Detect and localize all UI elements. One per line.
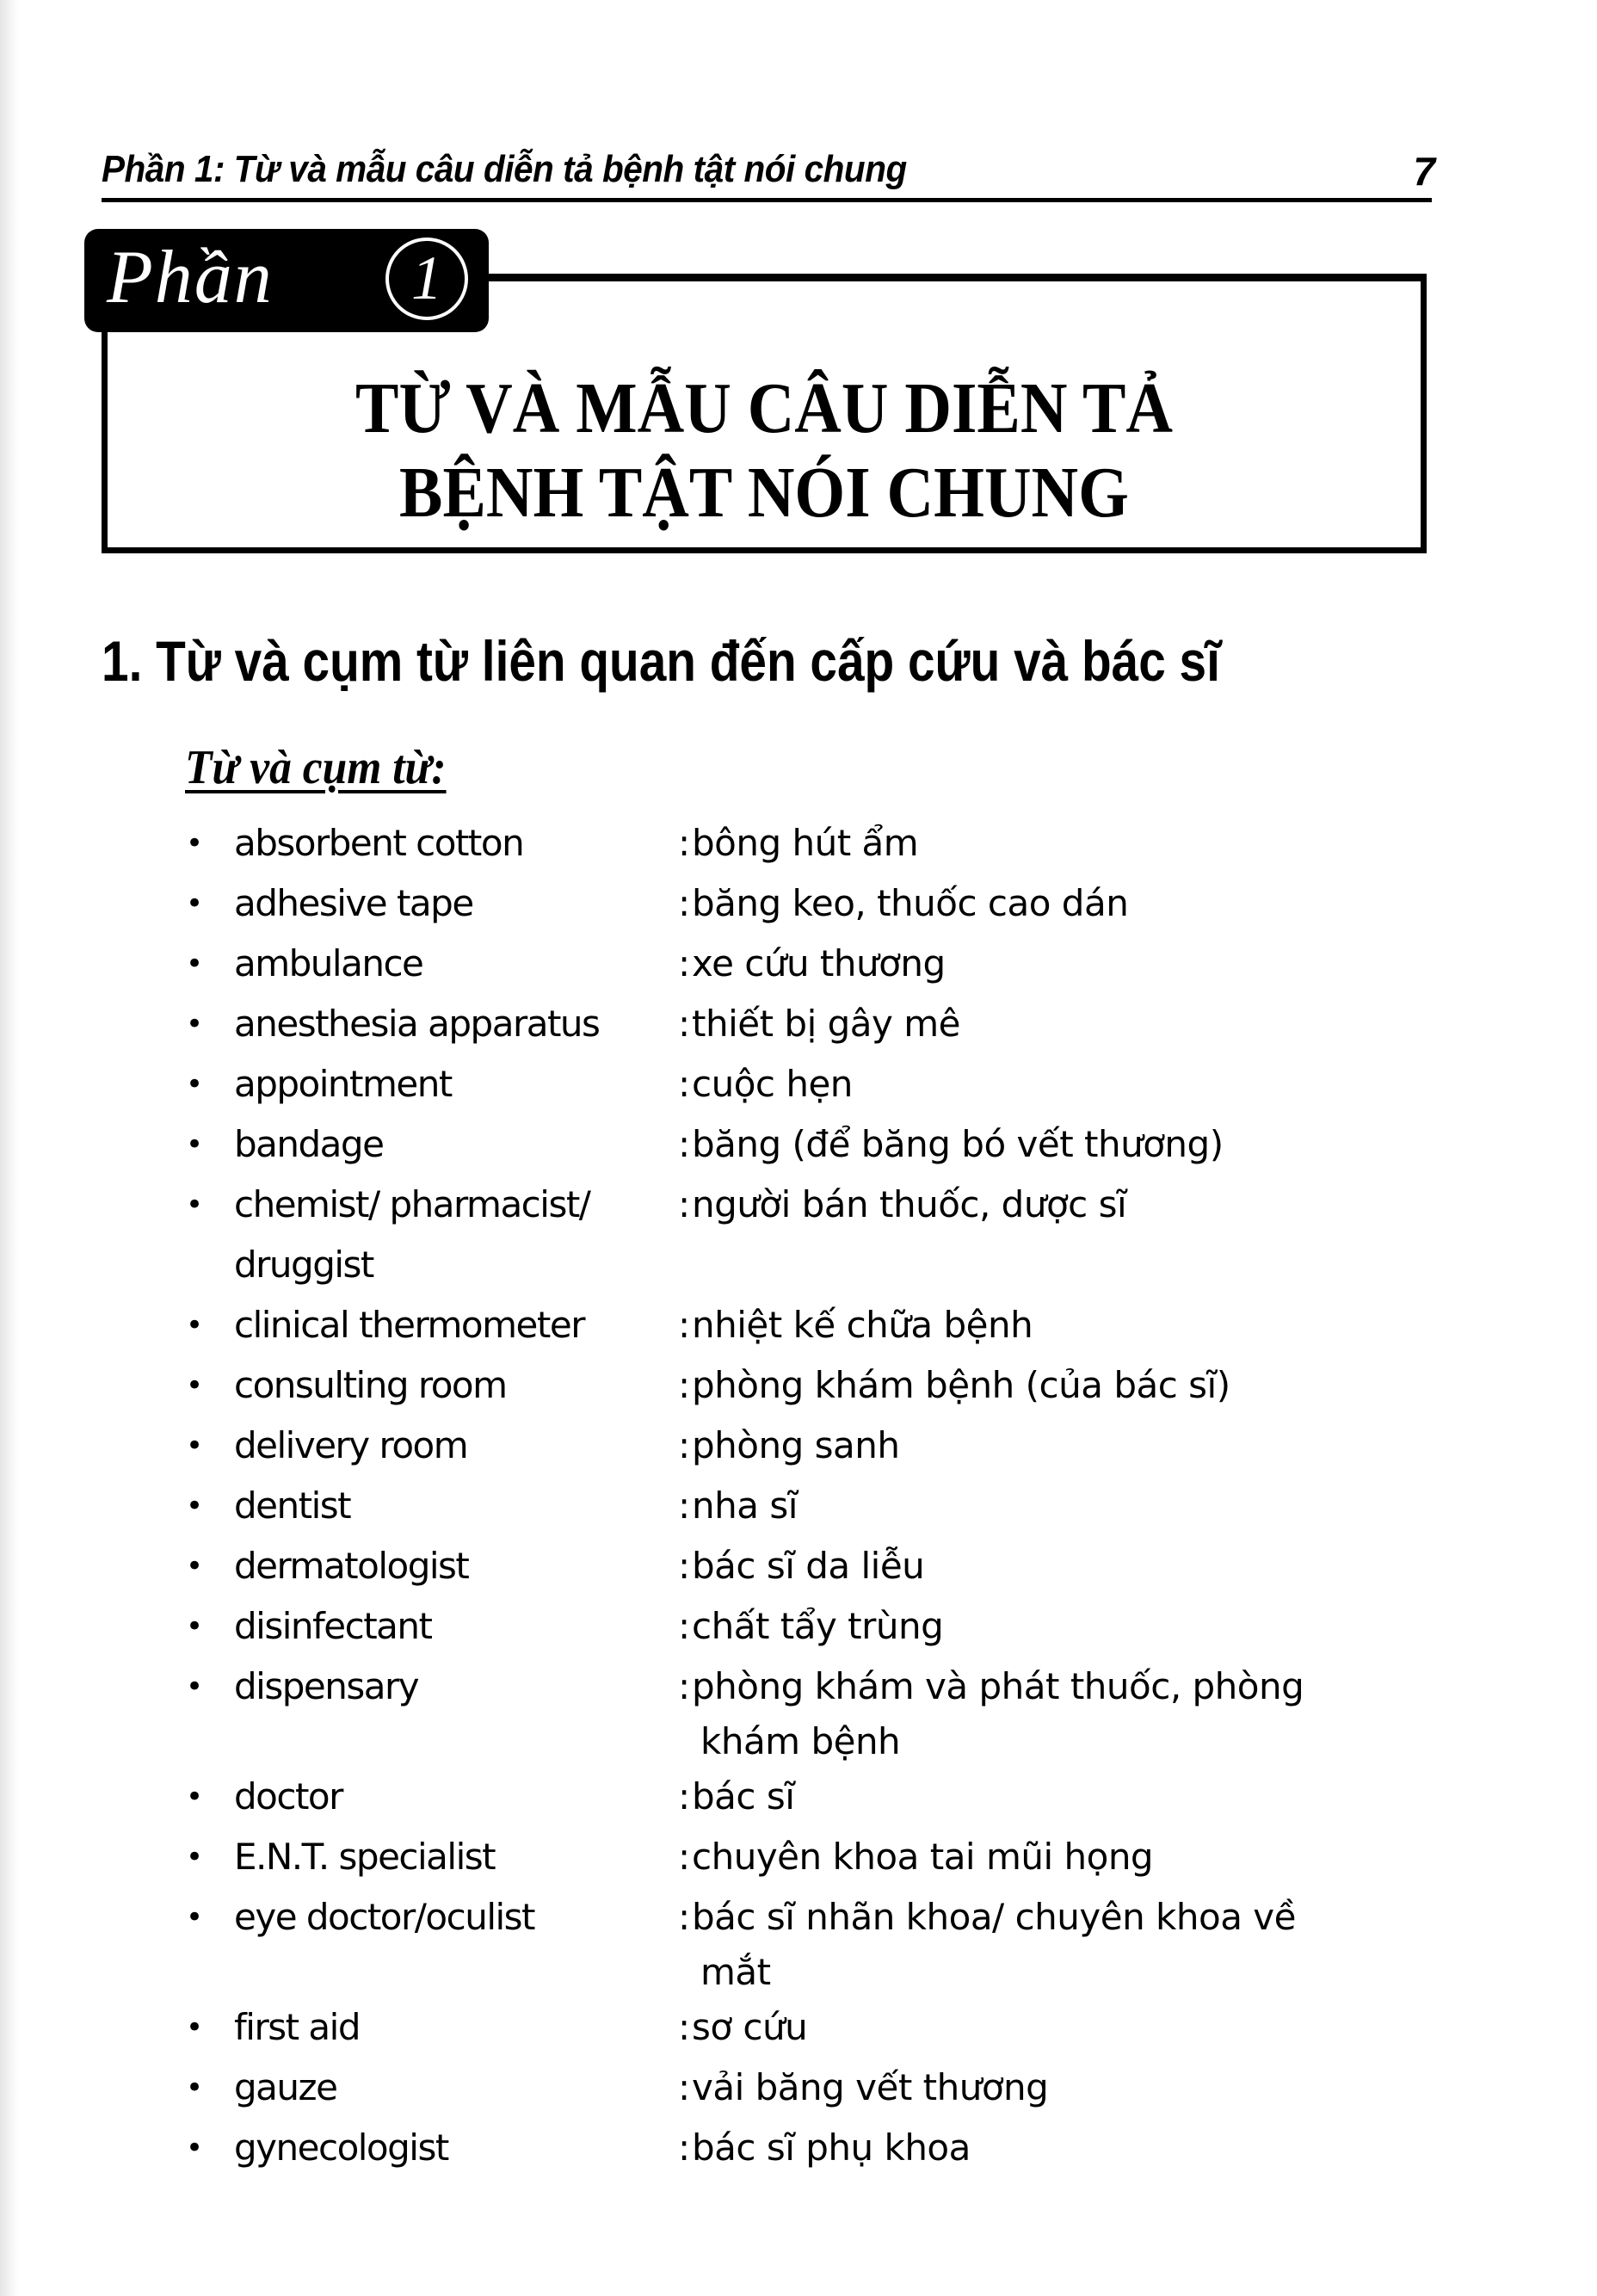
vocab-term-line: bandage	[234, 1123, 384, 1165]
vocab-meaning-text: mắt	[700, 1951, 771, 1993]
vocab-item	[172, 1416, 1463, 1476]
vocab-item	[172, 1657, 1463, 1767]
bullet-icon: •	[186, 1007, 204, 1041]
page-number: 7	[1413, 149, 1435, 194]
vocab-term-line: dentist	[234, 1484, 351, 1527]
colon-separator: :	[678, 1123, 690, 1165]
colon-separator: :	[678, 2066, 690, 2108]
vocab-meaning	[678, 1887, 1463, 1997]
vocab-meaning-line	[678, 1355, 1463, 1416]
vocab-meaning-line	[678, 1175, 1463, 1235]
vocab-item	[172, 1476, 1463, 1536]
vocab-item	[172, 813, 1463, 873]
colon-separator: :	[678, 1836, 690, 1878]
bullet-icon: •	[186, 886, 204, 921]
vocab-meaning	[678, 1596, 1463, 1657]
vocab-meaning-line	[678, 1657, 1463, 1717]
vocab-term	[234, 934, 678, 994]
section-heading: 1. Từ và cụm từ liên quan đến cấp cứu và bác sĩ	[102, 629, 1220, 693]
vocab-meaning-line	[678, 2058, 1463, 2118]
vocab-meaning-line	[678, 1596, 1463, 1657]
vocab-meaning	[678, 1355, 1463, 1416]
vocab-meaning	[678, 873, 1463, 934]
vocab-meaning-text: phòng sanh	[692, 1424, 900, 1466]
colon-separator: :	[678, 1896, 690, 1938]
vocab-term-line: dispensary	[234, 1665, 419, 1707]
colon-separator: :	[678, 2006, 690, 2048]
colon-separator: :	[678, 1665, 690, 1707]
vocab-meaning	[678, 1054, 1463, 1114]
colon-separator: :	[678, 2126, 690, 2169]
vocab-item	[172, 873, 1463, 934]
vocab-term-line: delivery room	[234, 1424, 468, 1466]
bullet-icon: •	[186, 1489, 204, 1523]
colon-separator: :	[678, 1605, 690, 1647]
vocab-meaning	[678, 934, 1463, 994]
vocab-term	[234, 2118, 678, 2178]
bullet-icon: •	[186, 2010, 204, 2045]
vocab-meaning-line	[678, 1054, 1463, 1114]
vocab-meaning	[678, 1827, 1463, 1887]
vocab-meaning-text: người bán thuốc, dược sĩ	[692, 1183, 1127, 1225]
vocab-term-line: appointment	[234, 1063, 452, 1105]
bullet-icon: •	[186, 826, 204, 861]
vocab-meaning-text: bông hút ẩm	[692, 822, 919, 864]
vocab-meaning	[678, 2058, 1463, 2118]
vocab-meaning-line	[678, 994, 1463, 1054]
part-tab	[84, 229, 489, 332]
vocab-term	[234, 1295, 678, 1355]
vocab-term	[234, 1887, 678, 1947]
vocab-meaning-text: nha sĩ	[692, 1484, 798, 1527]
vocab-meaning	[678, 1997, 1463, 2058]
vocab-term-line: absorbent cotton	[234, 822, 524, 864]
vocab-term	[234, 1476, 678, 1536]
vocab-meaning-line	[678, 1476, 1463, 1536]
vocab-item	[172, 2118, 1463, 2178]
vocab-meaning	[678, 1536, 1463, 1596]
bullet-icon: •	[186, 1609, 204, 1644]
vocab-term	[234, 1175, 678, 1295]
bullet-icon: •	[186, 1549, 204, 1583]
header-rule	[102, 198, 1432, 202]
bullet-icon: •	[186, 2071, 204, 2105]
vocab-term	[234, 1536, 678, 1596]
vocab-item	[172, 1827, 1463, 1887]
vocab-term-line: eye doctor/oculist	[234, 1896, 535, 1938]
vocab-term-line: adhesive tape	[234, 882, 473, 924]
vocab-term-line: E.N.T. specialist	[234, 1836, 496, 1878]
bullet-icon: •	[186, 1840, 204, 1874]
bullet-icon: •	[186, 1429, 204, 1463]
part-title	[168, 367, 1360, 535]
vocab-term	[234, 1596, 678, 1657]
colon-separator: :	[678, 1063, 690, 1105]
vocab-meaning-line	[678, 1767, 1463, 1827]
part-title-line-2: BỆNH TẬT NÓI CHUNG	[399, 453, 1129, 533]
colon-separator: :	[678, 1183, 690, 1225]
running-header	[102, 145, 1435, 196]
vocab-term-line: ambulance	[234, 942, 423, 984]
colon-separator: :	[678, 1545, 690, 1587]
vocab-meaning-line	[678, 2118, 1463, 2178]
bullet-icon: •	[186, 1127, 204, 1162]
vocab-item	[172, 1355, 1463, 1416]
vocab-meaning	[678, 1175, 1463, 1235]
vocab-meaning-text: bác sĩ da liễu	[692, 1545, 925, 1587]
vocab-item	[172, 1536, 1463, 1596]
vocab-meaning-text: thiết bị gây mê	[692, 1003, 960, 1045]
vocab-meaning-text: chất tẩy trùng	[692, 1605, 944, 1647]
vocab-term	[234, 813, 678, 873]
vocab-meaning-line	[678, 1416, 1463, 1476]
vocab-item	[172, 1997, 1463, 2058]
bullet-icon: •	[186, 1780, 204, 1814]
bullet-icon: •	[186, 1670, 204, 1704]
vocab-meaning	[678, 994, 1463, 1054]
vocab-meaning-text: nhiệt kế chữa bệnh	[692, 1304, 1033, 1346]
vocab-meaning-line	[678, 934, 1463, 994]
vocab-item	[172, 1767, 1463, 1827]
bullet-icon: •	[186, 947, 204, 981]
vocab-meaning-line	[678, 1114, 1463, 1175]
vocab-term-line: dermatologist	[234, 1545, 469, 1587]
vocab-meaning	[678, 1476, 1463, 1536]
vocab-term	[234, 1657, 678, 1717]
vocabulary-list	[172, 813, 1463, 2178]
bullet-icon: •	[186, 1368, 204, 1403]
vocab-term	[234, 873, 678, 934]
vocab-meaning-text: phòng khám và phát thuốc, phòng	[692, 1665, 1304, 1707]
vocab-item	[172, 1596, 1463, 1657]
vocab-term-line: gauze	[234, 2066, 337, 2108]
vocab-item	[172, 1295, 1463, 1355]
vocab-term	[234, 1416, 678, 1476]
vocab-term	[234, 1054, 678, 1114]
vocab-meaning	[678, 1767, 1463, 1827]
vocab-meaning-text: sơ cứu	[692, 2006, 808, 2048]
vocab-meaning-text: khám bệnh	[700, 1720, 901, 1762]
vocab-term-line: anesthesia apparatus	[234, 1003, 600, 1045]
vocab-term-line: doctor	[234, 1775, 342, 1818]
bullet-icon: •	[186, 2131, 204, 2165]
vocab-meaning-text: xe cứu thương	[692, 942, 946, 984]
bullet-icon: •	[186, 1067, 204, 1102]
part-title-line-1: TỪ VÀ MẪU CÂU DIỄN TẢ	[355, 368, 1173, 448]
vocab-meaning-text: cuộc hẹn	[692, 1063, 853, 1105]
vocab-meaning-text: bác sĩ	[692, 1775, 795, 1818]
vocab-term-line: consulting room	[234, 1364, 507, 1406]
vocab-meaning-line	[678, 1717, 1463, 1767]
vocab-item	[172, 1114, 1463, 1175]
bullet-icon: •	[186, 1188, 204, 1222]
vocab-term	[234, 1767, 678, 1827]
vocab-term-line: disinfectant	[234, 1605, 432, 1647]
vocab-meaning-line	[678, 1947, 1463, 1997]
vocab-meaning-text: băng keo, thuốc cao dán	[692, 882, 1129, 924]
vocab-term	[234, 1997, 678, 2058]
vocab-meaning-line	[678, 1827, 1463, 1887]
vocab-item	[172, 1054, 1463, 1114]
vocab-meaning-line	[678, 1536, 1463, 1596]
colon-separator: :	[678, 822, 690, 864]
vocab-meaning-line	[678, 1887, 1463, 1947]
vocab-meaning	[678, 813, 1463, 873]
bullet-icon: •	[186, 1900, 204, 1935]
colon-separator: :	[678, 942, 690, 984]
colon-separator: :	[678, 1003, 690, 1045]
vocab-term	[234, 994, 678, 1054]
vocab-meaning-text: vải băng vết thương	[692, 2066, 1049, 2108]
running-title: Phần 1: Từ và mẫu câu diễn tả bệnh tật nói chung	[102, 148, 907, 190]
vocab-meaning	[678, 1657, 1463, 1767]
vocab-item	[172, 1175, 1463, 1295]
vocab-term-line: first aid	[234, 2006, 360, 2048]
vocab-term	[234, 1114, 678, 1175]
vocab-term	[234, 1355, 678, 1416]
vocab-term-line: druggist	[234, 1244, 373, 1286]
sub-heading: Từ và cụm từ:	[185, 741, 447, 794]
vocab-meaning	[678, 2118, 1463, 2178]
vocab-term-line: clinical thermometer	[234, 1304, 584, 1346]
page-edge-shadow	[0, 0, 19, 2296]
colon-separator: :	[678, 1364, 690, 1406]
colon-separator: :	[678, 1304, 690, 1346]
vocab-item	[172, 994, 1463, 1054]
vocab-meaning	[678, 1416, 1463, 1476]
vocab-meaning-text: bác sĩ phụ khoa	[692, 2126, 971, 2169]
vocab-meaning-text: bác sĩ nhãn khoa/ chuyên khoa về	[692, 1896, 1296, 1938]
vocab-meaning-text: băng (để băng bó vết thương)	[692, 1123, 1224, 1165]
vocab-meaning-line	[678, 1997, 1463, 2058]
vocab-meaning	[678, 1295, 1463, 1355]
colon-separator: :	[678, 1424, 690, 1466]
vocab-meaning	[678, 1114, 1463, 1175]
vocab-item	[172, 934, 1463, 994]
colon-separator: :	[678, 882, 690, 924]
colon-separator: :	[678, 1484, 690, 1527]
vocab-term	[234, 2058, 678, 2118]
bullet-icon: •	[186, 1308, 204, 1342]
part-label: Phần	[107, 236, 274, 319]
vocab-item	[172, 1887, 1463, 1997]
vocab-term-line: chemist/ pharmacist/	[234, 1183, 590, 1225]
vocab-meaning-text: chuyên khoa tai mũi họng	[692, 1836, 1154, 1878]
vocab-meaning-line	[678, 813, 1463, 873]
vocab-meaning-text: phòng khám bệnh (của bác sĩ)	[692, 1364, 1230, 1406]
vocab-meaning-line	[678, 873, 1463, 934]
vocab-item	[172, 2058, 1463, 2118]
colon-separator: :	[678, 1775, 690, 1818]
vocab-term	[234, 1827, 678, 1887]
vocab-meaning-line	[678, 1295, 1463, 1355]
part-number-circle-icon: 1	[385, 238, 468, 320]
vocab-term-line: gynecologist	[234, 2126, 448, 2169]
